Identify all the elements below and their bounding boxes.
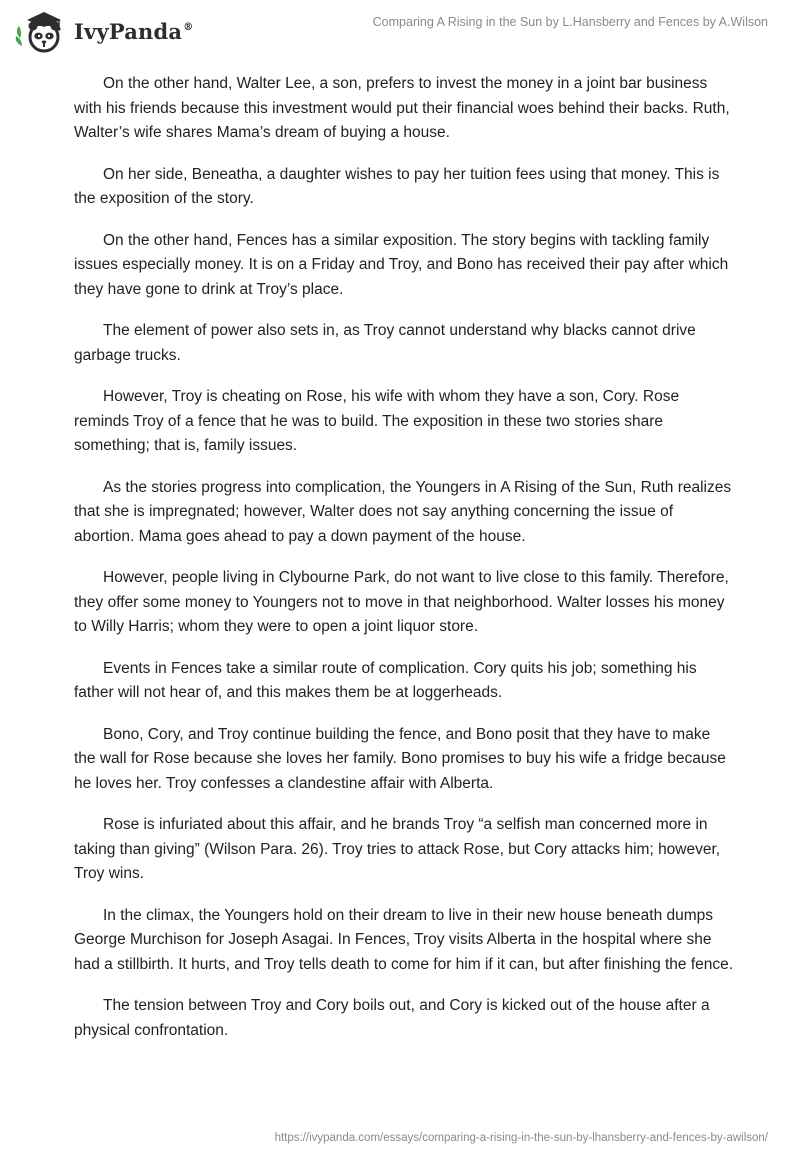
paragraph: Events in Fences take a similar route of complication. Cory quits his job; something his father will not hear of, and this makes them be at loggerheads.	[74, 659, 697, 701]
logo-wordmark	[74, 19, 193, 44]
registered-mark: ®	[183, 21, 194, 33]
paragraph: However, Troy is cheating on Rose, his wife with whom they have a son, Cory. Rose reminds Troy of a fence that he was to build. The exposition in these two stories share something; that is, family issues.	[74, 388, 680, 454]
paragraph: The element of power also sets in, as Troy cannot understand why blacks cannot drive garbage trucks.	[74, 322, 696, 364]
source-url-link[interactable]: https://ivypanda.com/essays/comparing-a-rising-in-the-sun-by-lhansberry-and-fences-by-awilson/	[274, 1132, 768, 1144]
paragraph: However, people living in Clybourne Park, do not want to live close to this family. Therefore, they offer some money to Youngers not to move in that neighborhood. Walter losses his money to Willy Harris; whom they were to open a joint liquor store.	[74, 569, 729, 635]
paragraph: The tension between Troy and Cory boils out, and Cory is kicked out of the house after a physical confrontation.	[74, 997, 710, 1039]
panda-graduation-cap-icon	[14, 8, 70, 54]
paragraph: Bono, Cory, and Troy continue building the fence, and Bono posit that they have to make the wall for Rose because she loves her family. Bono promises to buy his wife a fridge because he loves her. Troy confesses a clandestine affair with Alberta.	[74, 725, 726, 792]
logo-text: IvyPanda	[74, 18, 183, 44]
paragraph: On the other hand, Walter Lee, a son, prefers to invest the money in a joint bar business with his friends because this investment would put their financial woes behind their backs. Ruth, Walter’s wife shares Mama’s dream of buying a house.	[74, 75, 730, 141]
paragraph: As the stories progress into complication, the Youngers in A Rising of the Sun, Ruth realizes that she is impregnated; however, Walter does not say anything concerning the issue of abortion. Mama goes ahead to pay a down payment of the house.	[74, 478, 732, 545]
page-header	[0, 0, 800, 60]
paragraph: Rose is infuriated about this affair, and he brands Troy “a selfish man concerned more in taking than giving” (Wilson Para. 26). Troy tries to attack Rose, but Cory attacks him; however, Troy wins.	[74, 816, 721, 882]
paragraph: On the other hand, Fences has a similar exposition. The story begins with tackling family issues especially money. It is on a Friday and Troy, and Bono has received their pay after which they have gone to drink at Troy’s place.	[74, 231, 729, 298]
document-title: Comparing A Rising in the Sun by L.Hansberry and Fences by A.Wilson	[372, 15, 768, 29]
essay-body	[74, 72, 734, 1060]
paragraph: In the climax, the Youngers hold on their dream to live in their new house beneath dumps George Murchison for Joseph Asagai. In Fences, Troy visits Alberta in the hospital where she had a stillbirth. It hurts, and Troy tells death to come for him if it can, but after finishing the fence.	[74, 906, 734, 973]
paragraph: On her side, Beneatha, a daughter wishes to pay her tuition fees using that money. This is the exposition of the story.	[74, 165, 720, 207]
ivypanda-logo[interactable]	[14, 8, 193, 54]
